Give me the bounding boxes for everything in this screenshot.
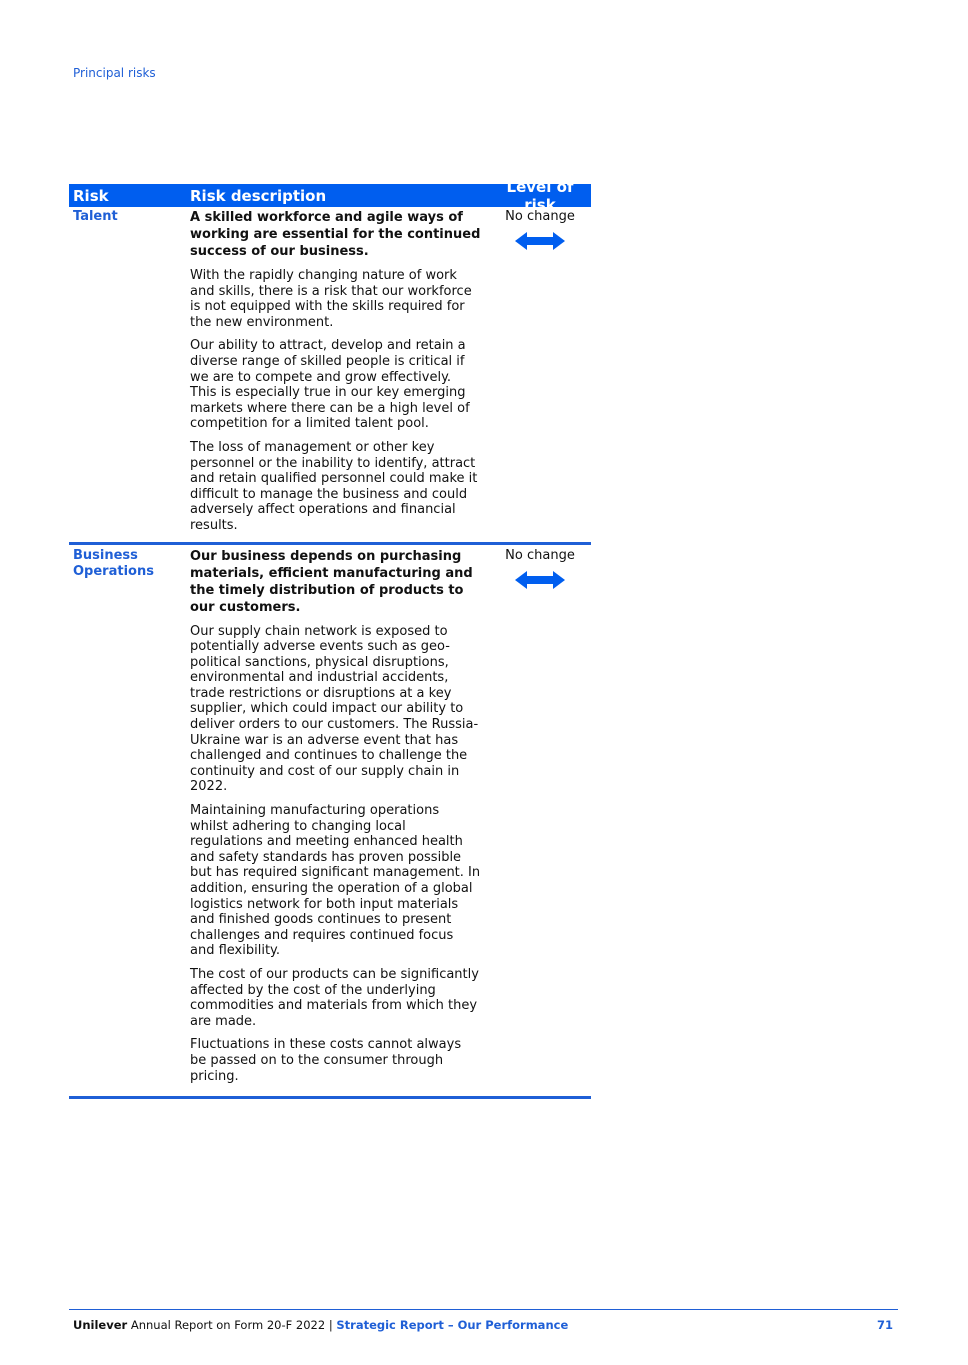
header-risk: Risk — [73, 186, 109, 205]
risk-description — [186, 209, 489, 542]
risk-paragraph: Fluctuations in these costs cannot always be passed on to the consumer through pricing. — [190, 1037, 462, 1084]
table-row — [69, 542, 591, 1093]
double-arrow-icon — [515, 571, 565, 589]
risk-table — [69, 177, 591, 1099]
risk-paragraph: The cost of our products can be significantly affected by the cost of the underlying commodities and materials from which they are made. — [190, 966, 479, 1029]
risk-level-text: No change — [505, 209, 575, 224]
footer-brand: Unilever — [73, 1318, 128, 1332]
risk-level-text: No change — [505, 547, 575, 563]
footer-report: Annual Report on Form 20-F 2022 | — [127, 1318, 337, 1332]
risk-paragraph: Maintaining manufacturing operations whilst adhering to changing local regulations and meeting enhanced health and safety standards has proven possible but has required significant management. In addition, ensuring the operation of a global logistics network for both input materials and finished goods continues to present challenges and requires continued focus and flexibility. — [190, 803, 481, 959]
section-label: Principal risks — [73, 66, 156, 80]
risk-paragraph: The loss of management or other key personnel or the inability to identify, attract and retain qualified personnel could make it difficult to manage the business and could adversely affect operations and financial results. — [190, 439, 478, 533]
risk-paragraph: Our ability to attract, develop and retain a diverse range of skilled people is critical if we are to compete and grow effectively. This is especially true in our key emerging markets where there can be a high level of competition for a limited talent pool. — [190, 338, 470, 432]
risk-description — [186, 548, 489, 1093]
page-footer — [73, 1318, 893, 1332]
table-header — [69, 177, 591, 214]
table-bottom-rule — [69, 1096, 591, 1099]
double-arrow-icon — [515, 232, 565, 250]
risk-lead: A skilled workforce and agile ways of working are essential for the continued success of our business. — [190, 210, 481, 259]
risk-level — [489, 548, 591, 1093]
risk-level — [489, 209, 591, 542]
footer-section: Strategic Report – Our Performance — [336, 1318, 569, 1332]
header-description: Risk description — [190, 186, 327, 205]
risk-paragraph: With the rapidly changing nature of work and skills, there is a risk that our workforce is not equipped with the skills required for the new environment. — [190, 268, 472, 330]
table-row — [69, 207, 591, 542]
risk-paragraph: Our supply chain network is exposed to potentially adverse events such as geo-political sanctions, physical disruptions, environmental and industrial accidents, trade restrictions or disruptions at a key supplier, which could impact our ability to deliver orders to our customers. The Russia-Ukraine war is an adverse event that has challenged and continues to challenge the continuity and cost of our supply chain in 2022. — [190, 623, 479, 795]
risk-name: Business Operations — [73, 547, 154, 579]
risk-name: Talent — [73, 209, 118, 224]
page-number: 71 — [876, 1318, 893, 1332]
header-level: Level of risk — [506, 177, 574, 214]
footer-rule — [69, 1309, 898, 1310]
risk-lead: Our business depends on purchasing materials, efficient manufacturing and the timely distribution of products to our customers. — [190, 548, 473, 615]
